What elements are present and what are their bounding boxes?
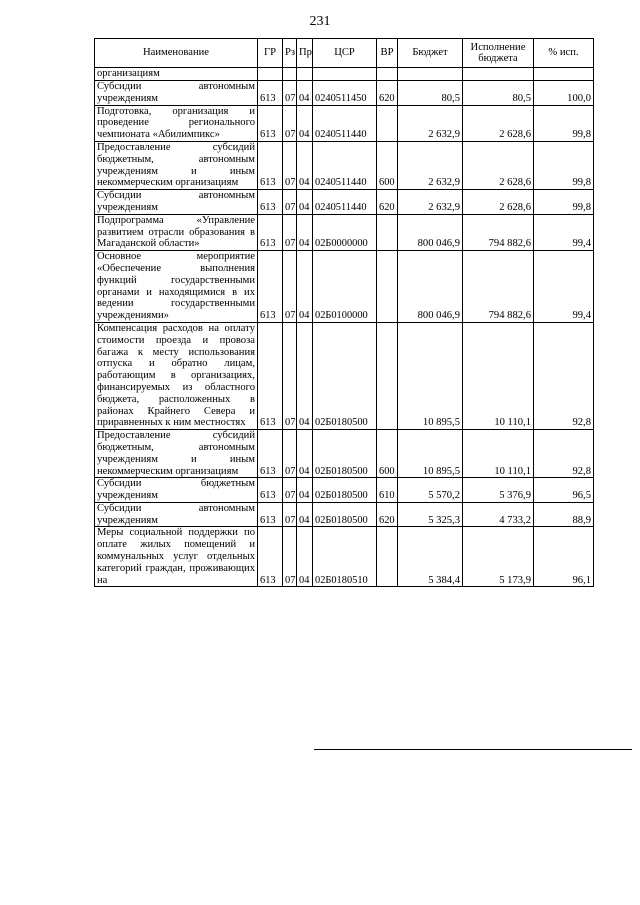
- cell-csr: 0240511440: [313, 141, 377, 189]
- table-row: [95, 214, 594, 250]
- header-pr: Пр: [297, 39, 313, 68]
- cell-gr: 613: [258, 105, 283, 141]
- cell-vr: [377, 105, 398, 141]
- page-number: 231: [309, 14, 331, 29]
- footer-divider: [314, 749, 632, 750]
- cell-vr: 600: [377, 141, 398, 189]
- cell-pr: 04: [297, 105, 313, 141]
- cell-csr: 0240511450: [313, 81, 377, 106]
- table-row: [95, 141, 594, 189]
- cell-execution: 4 733,2: [463, 502, 534, 527]
- cell-budget: 5 384,4: [398, 527, 463, 587]
- cell-csr: 02Б0180510: [313, 527, 377, 587]
- cell-vr: [377, 251, 398, 323]
- cell-vr: [377, 214, 398, 250]
- cell-pr: 04: [297, 251, 313, 323]
- cell-name: Субсидии автономным учреждениям: [95, 190, 258, 215]
- cell-execution: 5 173,9: [463, 527, 534, 587]
- table-row: [95, 105, 594, 141]
- cell-execution: 5 376,9: [463, 478, 534, 503]
- cell-rz: 07: [283, 214, 297, 250]
- cell-name: Предоставление субсидий бюджетным, автономным учреждениям и иным некоммерческим организациям: [95, 430, 258, 478]
- cell-percent: 99,8: [534, 190, 594, 215]
- continuation-cell: организациям: [95, 68, 258, 81]
- cell-csr: 02Б0180500: [313, 478, 377, 503]
- cell-budget: 10 895,5: [398, 430, 463, 478]
- cell-csr: 02Б0000000: [313, 214, 377, 250]
- cell-budget: 5 325,3: [398, 502, 463, 527]
- table-row-continuation: [95, 68, 594, 81]
- cell-vr: 610: [377, 478, 398, 503]
- header-execution: Исполнение бюджета: [463, 39, 534, 68]
- cell-gr: 613: [258, 251, 283, 323]
- cell-pr: 04: [297, 190, 313, 215]
- cell-budget: 800 046,9: [398, 251, 463, 323]
- cell-execution: 794 882,6: [463, 251, 534, 323]
- cell-rz: 07: [283, 502, 297, 527]
- cell-pr: 04: [297, 81, 313, 106]
- table-header-row: [95, 39, 594, 68]
- header-gr: ГР: [258, 39, 283, 68]
- cell-execution: 2 628,6: [463, 105, 534, 141]
- header-percent: % исп.: [534, 39, 594, 68]
- cell-pr: 04: [297, 527, 313, 587]
- cell-pr: 04: [297, 141, 313, 189]
- cell-gr: 613: [258, 214, 283, 250]
- cell-name: Основное мероприятие «Обеспечение выполнения функций государственными органами и находящимися в их ведении государственными учреждениями»: [95, 251, 258, 323]
- cell-csr: 02Б0100000: [313, 251, 377, 323]
- cell-csr: 0240511440: [313, 105, 377, 141]
- cell-percent: 92,8: [534, 430, 594, 478]
- cell-budget: 5 570,2: [398, 478, 463, 503]
- table-row: [95, 478, 594, 503]
- cell-execution: 2 628,6: [463, 141, 534, 189]
- cell-rz: 07: [283, 478, 297, 503]
- cell-name: Меры социальной поддержки по оплате жилых помещений и коммунальных услуг отдельных категорий граждан, проживающих на: [95, 527, 258, 587]
- cell-rz: 07: [283, 141, 297, 189]
- cell-percent: 92,8: [534, 322, 594, 429]
- cell-rz: 07: [283, 527, 297, 587]
- table-row: [95, 502, 594, 527]
- cell-percent: 96,1: [534, 527, 594, 587]
- table-row: [95, 81, 594, 106]
- cell-pr: 04: [297, 502, 313, 527]
- cell-execution: 794 882,6: [463, 214, 534, 250]
- cell-gr: 613: [258, 527, 283, 587]
- cell-name: Субсидии бюджетным учреждениям: [95, 478, 258, 503]
- cell-budget: 10 895,5: [398, 322, 463, 429]
- cell-name: Компенсация расходов на оплату стоимости проезда и провоза багажа к месту использования отпуска и обратно лицам, работающим в организациях, финансируемых из областного бюджета, расположенных в районах Крайнего Севера и приравненных к ним местностях: [95, 322, 258, 429]
- header-name: Наименование: [95, 39, 258, 68]
- cell-rz: 07: [283, 322, 297, 429]
- cell-execution: 80,5: [463, 81, 534, 106]
- budget-table: [94, 38, 594, 587]
- cell-percent: 99,4: [534, 251, 594, 323]
- cell-percent: 99,4: [534, 214, 594, 250]
- cell-vr: 620: [377, 81, 398, 106]
- header-csr: ЦСР: [313, 39, 377, 68]
- cell-execution: 10 110,1: [463, 430, 534, 478]
- header-rz: Рз: [283, 39, 297, 68]
- cell-budget: 2 632,9: [398, 105, 463, 141]
- cell-rz: 07: [283, 430, 297, 478]
- header-budget: Бюджет: [398, 39, 463, 68]
- cell-percent: 100,0: [534, 81, 594, 106]
- cell-name: Субсидии автономным учреждениям: [95, 502, 258, 527]
- cell-rz: 07: [283, 251, 297, 323]
- cell-csr: 02Б0180500: [313, 502, 377, 527]
- cell-gr: 613: [258, 141, 283, 189]
- cell-budget: 800 046,9: [398, 214, 463, 250]
- cell-csr: 0240511440: [313, 190, 377, 215]
- cell-vr: [377, 527, 398, 587]
- cell-csr: 02Б0180500: [313, 322, 377, 429]
- cell-gr: 613: [258, 190, 283, 215]
- header-vr: ВР: [377, 39, 398, 68]
- cell-percent: 96,5: [534, 478, 594, 503]
- cell-vr: [377, 322, 398, 429]
- cell-percent: 88,9: [534, 502, 594, 527]
- cell-vr: 620: [377, 502, 398, 527]
- cell-percent: 99,8: [534, 105, 594, 141]
- cell-execution: 10 110,1: [463, 322, 534, 429]
- cell-gr: 613: [258, 430, 283, 478]
- cell-name: Подпрограмма «Управление развитием отрасли образования в Магаданской области»: [95, 214, 258, 250]
- cell-gr: 613: [258, 81, 283, 106]
- cell-csr: 02Б0180500: [313, 430, 377, 478]
- cell-pr: 04: [297, 214, 313, 250]
- cell-pr: 04: [297, 478, 313, 503]
- cell-vr: 600: [377, 430, 398, 478]
- cell-pr: 04: [297, 430, 313, 478]
- cell-vr: 620: [377, 190, 398, 215]
- table-row: [95, 251, 594, 323]
- cell-rz: 07: [283, 105, 297, 141]
- cell-rz: 07: [283, 81, 297, 106]
- cell-budget: 80,5: [398, 81, 463, 106]
- table-row: [95, 527, 594, 587]
- cell-budget: 2 632,9: [398, 141, 463, 189]
- cell-name: Подготовка, организация и проведение регионального чемпионата «Абилимпикс»: [95, 105, 258, 141]
- cell-gr: 613: [258, 502, 283, 527]
- cell-name: Субсидии автономным учреждениям: [95, 81, 258, 106]
- cell-percent: 99,8: [534, 141, 594, 189]
- cell-budget: 2 632,9: [398, 190, 463, 215]
- table-row: [95, 430, 594, 478]
- cell-execution: 2 628,6: [463, 190, 534, 215]
- cell-name: Предоставление субсидий бюджетным, автономным учреждениям и иным некоммерческим организациям: [95, 141, 258, 189]
- table-row: [95, 190, 594, 215]
- cell-gr: 613: [258, 322, 283, 429]
- table-row: [95, 322, 594, 429]
- cell-gr: 613: [258, 478, 283, 503]
- cell-pr: 04: [297, 322, 313, 429]
- cell-rz: 07: [283, 190, 297, 215]
